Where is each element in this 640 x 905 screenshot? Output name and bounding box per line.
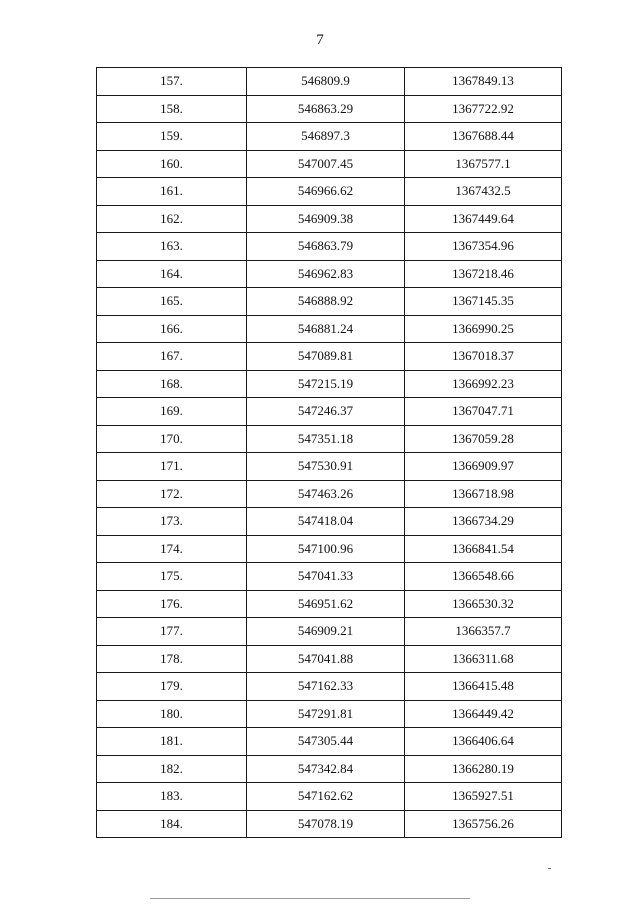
point-number-cell: 182.	[97, 755, 247, 783]
y-coordinate-cell: 1366992.23	[405, 370, 562, 398]
table-row	[97, 178, 562, 206]
point-number-cell: 170.	[97, 425, 247, 453]
point-number-cell: 174.	[97, 535, 247, 563]
table-row	[97, 370, 562, 398]
y-coordinate-cell: 1366357.7	[405, 618, 562, 646]
point-number-cell: 172.	[97, 480, 247, 508]
point-number-cell: 175.	[97, 563, 247, 591]
x-coordinate-cell: 547100.96	[247, 535, 405, 563]
y-coordinate-cell: 1366449.42	[405, 700, 562, 728]
x-coordinate-cell: 547162.62	[247, 783, 405, 811]
table-row	[97, 480, 562, 508]
x-coordinate-cell: 546897.3	[247, 123, 405, 151]
table-row	[97, 618, 562, 646]
x-coordinate-cell: 547041.33	[247, 563, 405, 591]
point-number-cell: 160.	[97, 150, 247, 178]
table-row	[97, 645, 562, 673]
point-number-cell: 183.	[97, 783, 247, 811]
y-coordinate-cell: 1367432.5	[405, 178, 562, 206]
point-number-cell: 176.	[97, 590, 247, 618]
x-coordinate-cell: 546809.9	[247, 68, 405, 96]
x-coordinate-cell: 547305.44	[247, 728, 405, 756]
y-coordinate-cell: 1367059.28	[405, 425, 562, 453]
x-coordinate-cell: 547530.91	[247, 453, 405, 481]
y-coordinate-cell: 1367722.92	[405, 95, 562, 123]
x-coordinate-cell: 546863.79	[247, 233, 405, 261]
y-coordinate-cell: 1367849.13	[405, 68, 562, 96]
x-coordinate-cell: 546966.62	[247, 178, 405, 206]
y-coordinate-cell: 1366841.54	[405, 535, 562, 563]
point-number-cell: 168.	[97, 370, 247, 398]
y-coordinate-cell: 1367449.64	[405, 205, 562, 233]
point-number-cell: 171.	[97, 453, 247, 481]
point-number-cell: 167.	[97, 343, 247, 371]
x-coordinate-cell: 547041.88	[247, 645, 405, 673]
y-coordinate-cell: 1366990.25	[405, 315, 562, 343]
point-number-cell: 164.	[97, 260, 247, 288]
y-coordinate-cell: 1366718.98	[405, 480, 562, 508]
point-number-cell: 158.	[97, 95, 247, 123]
y-coordinate-cell: 1367047.71	[405, 398, 562, 426]
table-row	[97, 343, 562, 371]
y-coordinate-cell: 1366909.97	[405, 453, 562, 481]
x-coordinate-cell: 547162.33	[247, 673, 405, 701]
point-number-cell: 159.	[97, 123, 247, 151]
table-row	[97, 150, 562, 178]
y-coordinate-cell: 1365927.51	[405, 783, 562, 811]
x-coordinate-cell: 547246.37	[247, 398, 405, 426]
y-coordinate-cell: 1367577.1	[405, 150, 562, 178]
point-number-cell: 161.	[97, 178, 247, 206]
y-coordinate-cell: 1367218.46	[405, 260, 562, 288]
table-row	[97, 673, 562, 701]
table-row	[97, 453, 562, 481]
table-row	[97, 315, 562, 343]
x-coordinate-cell: 547007.45	[247, 150, 405, 178]
y-coordinate-cell: 1366311.68	[405, 645, 562, 673]
table-row	[97, 755, 562, 783]
x-coordinate-cell: 547291.81	[247, 700, 405, 728]
point-number-cell: 162.	[97, 205, 247, 233]
x-coordinate-cell: 547342.84	[247, 755, 405, 783]
y-coordinate-cell: 1366548.66	[405, 563, 562, 591]
point-number-cell: 157.	[97, 68, 247, 96]
x-coordinate-cell: 547215.19	[247, 370, 405, 398]
x-coordinate-cell: 546881.24	[247, 315, 405, 343]
table-row	[97, 233, 562, 261]
table-row	[97, 260, 562, 288]
y-coordinate-cell: 1366406.64	[405, 728, 562, 756]
point-number-cell: 165.	[97, 288, 247, 316]
x-coordinate-cell: 547463.26	[247, 480, 405, 508]
point-number-cell: 181.	[97, 728, 247, 756]
x-coordinate-cell: 546962.83	[247, 260, 405, 288]
table-row	[97, 590, 562, 618]
coordinates-table-body	[97, 68, 562, 838]
y-coordinate-cell: 1367688.44	[405, 123, 562, 151]
y-coordinate-cell: 1366415.48	[405, 673, 562, 701]
x-coordinate-cell: 547418.04	[247, 508, 405, 536]
point-number-cell: 179.	[97, 673, 247, 701]
y-coordinate-cell: 1367018.37	[405, 343, 562, 371]
table-row	[97, 700, 562, 728]
point-number-cell: 178.	[97, 645, 247, 673]
table-row	[97, 123, 562, 151]
point-number-cell: 184.	[97, 810, 247, 838]
coordinates-table	[96, 67, 562, 838]
x-coordinate-cell: 546909.21	[247, 618, 405, 646]
table-row	[97, 68, 562, 96]
point-number-cell: 173.	[97, 508, 247, 536]
y-coordinate-cell: 1367354.96	[405, 233, 562, 261]
x-coordinate-cell: 546951.62	[247, 590, 405, 618]
table-row	[97, 288, 562, 316]
x-coordinate-cell: 546888.92	[247, 288, 405, 316]
point-number-cell: 180.	[97, 700, 247, 728]
table-row	[97, 535, 562, 563]
point-number-cell: 166.	[97, 315, 247, 343]
x-coordinate-cell: 546863.29	[247, 95, 405, 123]
x-coordinate-cell: 547351.18	[247, 425, 405, 453]
table-row	[97, 563, 562, 591]
x-coordinate-cell: 547089.81	[247, 343, 405, 371]
table-row	[97, 783, 562, 811]
x-coordinate-cell: 546909.38	[247, 205, 405, 233]
table-row	[97, 398, 562, 426]
table-row	[97, 508, 562, 536]
page-bottom-rule	[150, 898, 470, 899]
x-coordinate-cell: 547078.19	[247, 810, 405, 838]
point-number-cell: 163.	[97, 233, 247, 261]
table-row	[97, 425, 562, 453]
table-row	[97, 205, 562, 233]
point-number-cell: 177.	[97, 618, 247, 646]
table-row	[97, 95, 562, 123]
y-coordinate-cell: 1367145.35	[405, 288, 562, 316]
scan-mark	[548, 868, 551, 869]
y-coordinate-cell: 1366734.29	[405, 508, 562, 536]
y-coordinate-cell: 1365756.26	[405, 810, 562, 838]
y-coordinate-cell: 1366530.32	[405, 590, 562, 618]
y-coordinate-cell: 1366280.19	[405, 755, 562, 783]
table-row	[97, 728, 562, 756]
point-number-cell: 169.	[97, 398, 247, 426]
table-row	[97, 810, 562, 838]
page-number: 7	[316, 32, 324, 48]
